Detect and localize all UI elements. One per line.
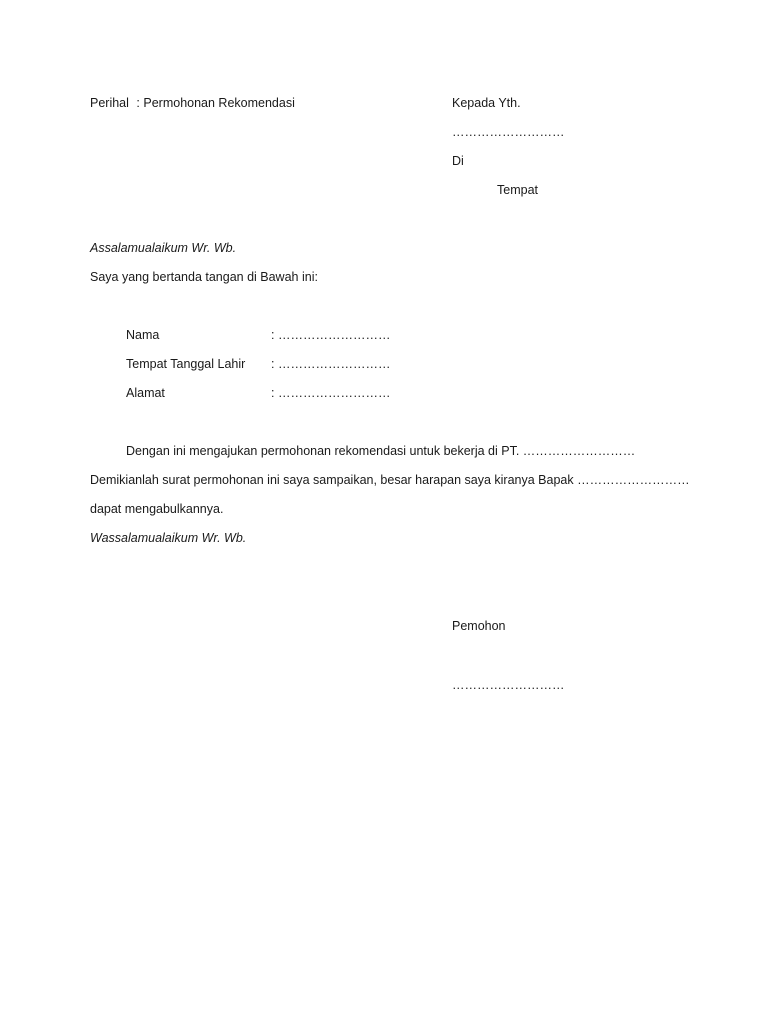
subject-label: Perihal [90, 96, 129, 110]
subject-separator: : [136, 96, 140, 110]
field-value-ttl: : ……………………… [271, 357, 391, 371]
field-label-ttl: Tempat Tanggal Lahir [126, 357, 246, 371]
subject-value: Permohonan Rekomendasi [143, 96, 295, 110]
field-value-alamat: : ……………………… [271, 386, 391, 400]
recipient-name: ……………………… [452, 125, 565, 139]
body-paragraph-1: Dengan ini mengajukan permohonan rekomendasi untuk bekerja di PT. ……………………… [126, 444, 636, 458]
recipient-place: Tempat [497, 183, 538, 197]
closing: Wassalamualaikum Wr. Wb. [90, 531, 247, 545]
field-value-nama: : ……………………… [271, 328, 391, 342]
subject-line [90, 95, 295, 111]
intro-text: Saya yang bertanda tangan di Bawah ini: [90, 270, 318, 284]
signature-role: Pemohon [452, 619, 506, 633]
recipient-to: Kepada Yth. [452, 96, 521, 110]
signature-name: ……………………… [452, 678, 565, 692]
body-paragraph-2-line-2: dapat mengabulkannya. [90, 502, 224, 516]
recipient-di: Di [452, 154, 464, 168]
greeting: Assalamualaikum Wr. Wb. [90, 241, 237, 255]
field-label-nama: Nama [126, 328, 160, 342]
body-paragraph-2-line-1: Demikianlah surat permohonan ini saya sampaikan, besar harapan saya kiranya Bapak ……………………… [90, 473, 690, 487]
field-label-alamat: Alamat [126, 386, 165, 400]
